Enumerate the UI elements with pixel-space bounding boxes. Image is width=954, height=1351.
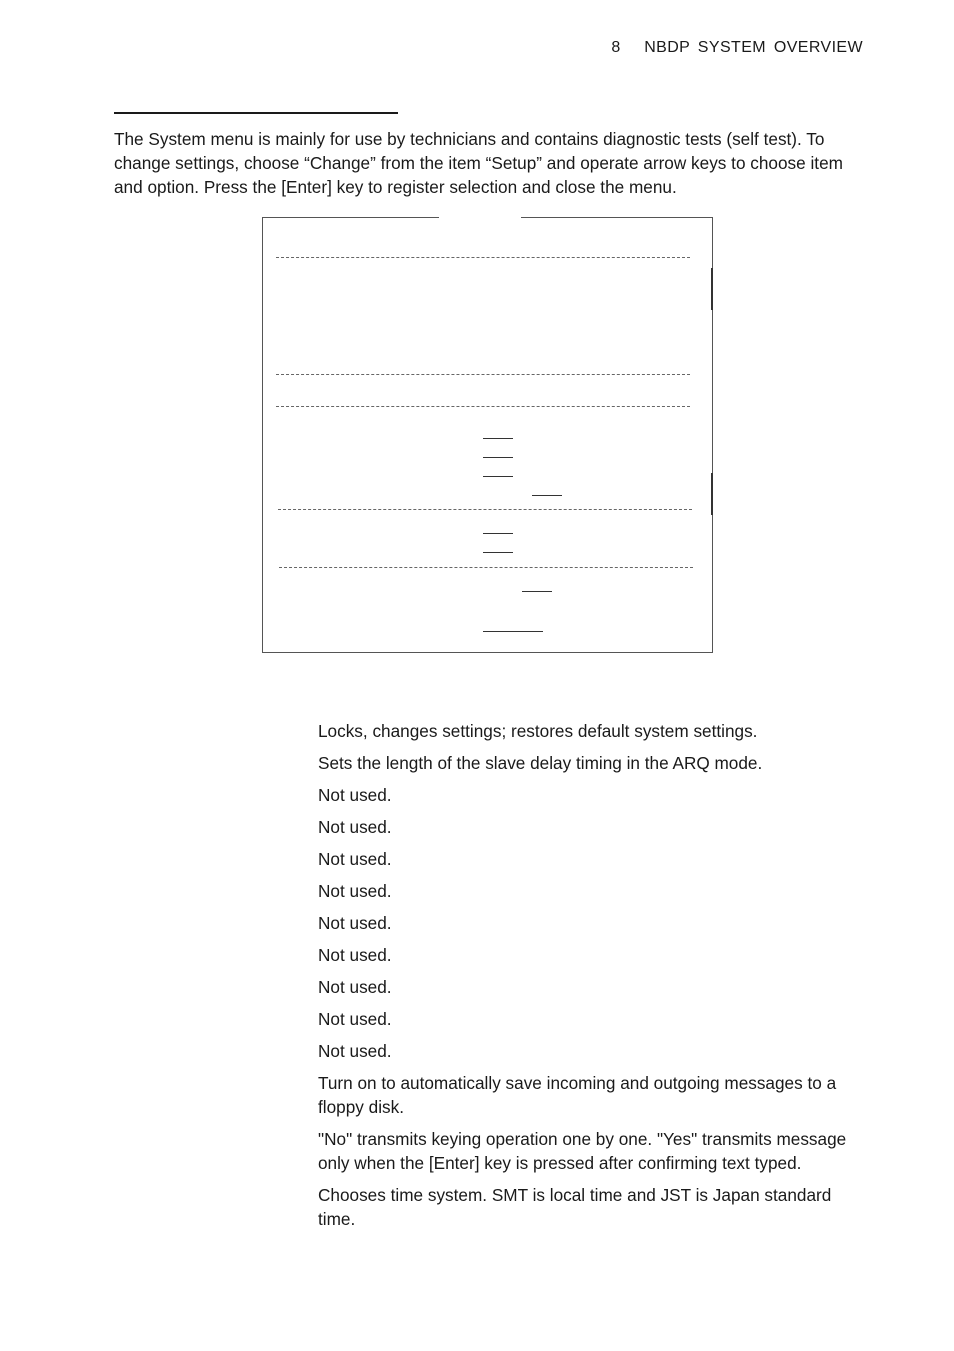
menu-separator <box>276 374 690 375</box>
description-item: Locks, changes settings; restores default system settings. <box>318 721 758 741</box>
description-item: Not used. <box>318 849 392 869</box>
description-item: Not used. <box>318 945 392 965</box>
menu-title-gap <box>439 216 521 220</box>
option-underline <box>483 457 513 458</box>
description-item: Sets the length of the slave delay timing in the ARQ mode. <box>318 753 763 773</box>
chapter-title: NBDP SYSTEM OVERVIEW <box>644 39 863 56</box>
option-underline <box>483 533 513 534</box>
description-item: Chooses time system. SMT is local time and JST is Japan standard time. <box>318 1185 832 1229</box>
description-item: Not used. <box>318 977 392 997</box>
menu-edge-mark <box>711 473 713 515</box>
description-item: Not used. <box>318 1009 392 1029</box>
option-underline <box>532 495 562 496</box>
menu-edge-mark <box>711 268 713 310</box>
description-item: Not used. <box>318 785 392 805</box>
menu-separator <box>279 567 693 568</box>
intro-paragraph: The System menu is mainly for use by technicians and contains diagnostic tests (self test). To change settings, choose “Change” from the item “Setup” and operate arrow keys to choose item and option. Press the [Enter] key to register selection and close the menu. <box>114 129 843 197</box>
system-menu-figure <box>262 217 713 653</box>
option-underline <box>483 552 513 553</box>
description-item: Turn on to automatically save incoming and outgoing messages to a floppy disk. <box>318 1073 837 1117</box>
description-item: Not used. <box>318 1041 392 1061</box>
description-item: Not used. <box>318 817 392 837</box>
option-underline <box>483 438 513 439</box>
menu-separator <box>278 509 692 510</box>
running-header <box>611 39 863 57</box>
description-item: Not used. <box>318 881 392 901</box>
menu-item-descriptions <box>318 719 868 1239</box>
chapter-number: 8 <box>611 39 621 56</box>
description-item: Not used. <box>318 913 392 933</box>
section-heading-rule <box>114 112 398 114</box>
intro-text <box>114 127 874 199</box>
description-item: "No" transmits keying operation one by one. "Yes" transmits message only when the [Enter] key is pressed after confirming text typed. <box>318 1129 847 1173</box>
option-underline <box>522 591 552 592</box>
option-underline <box>483 631 543 632</box>
menu-separator <box>276 406 690 407</box>
menu-separator <box>276 257 690 258</box>
option-underline <box>483 476 513 477</box>
